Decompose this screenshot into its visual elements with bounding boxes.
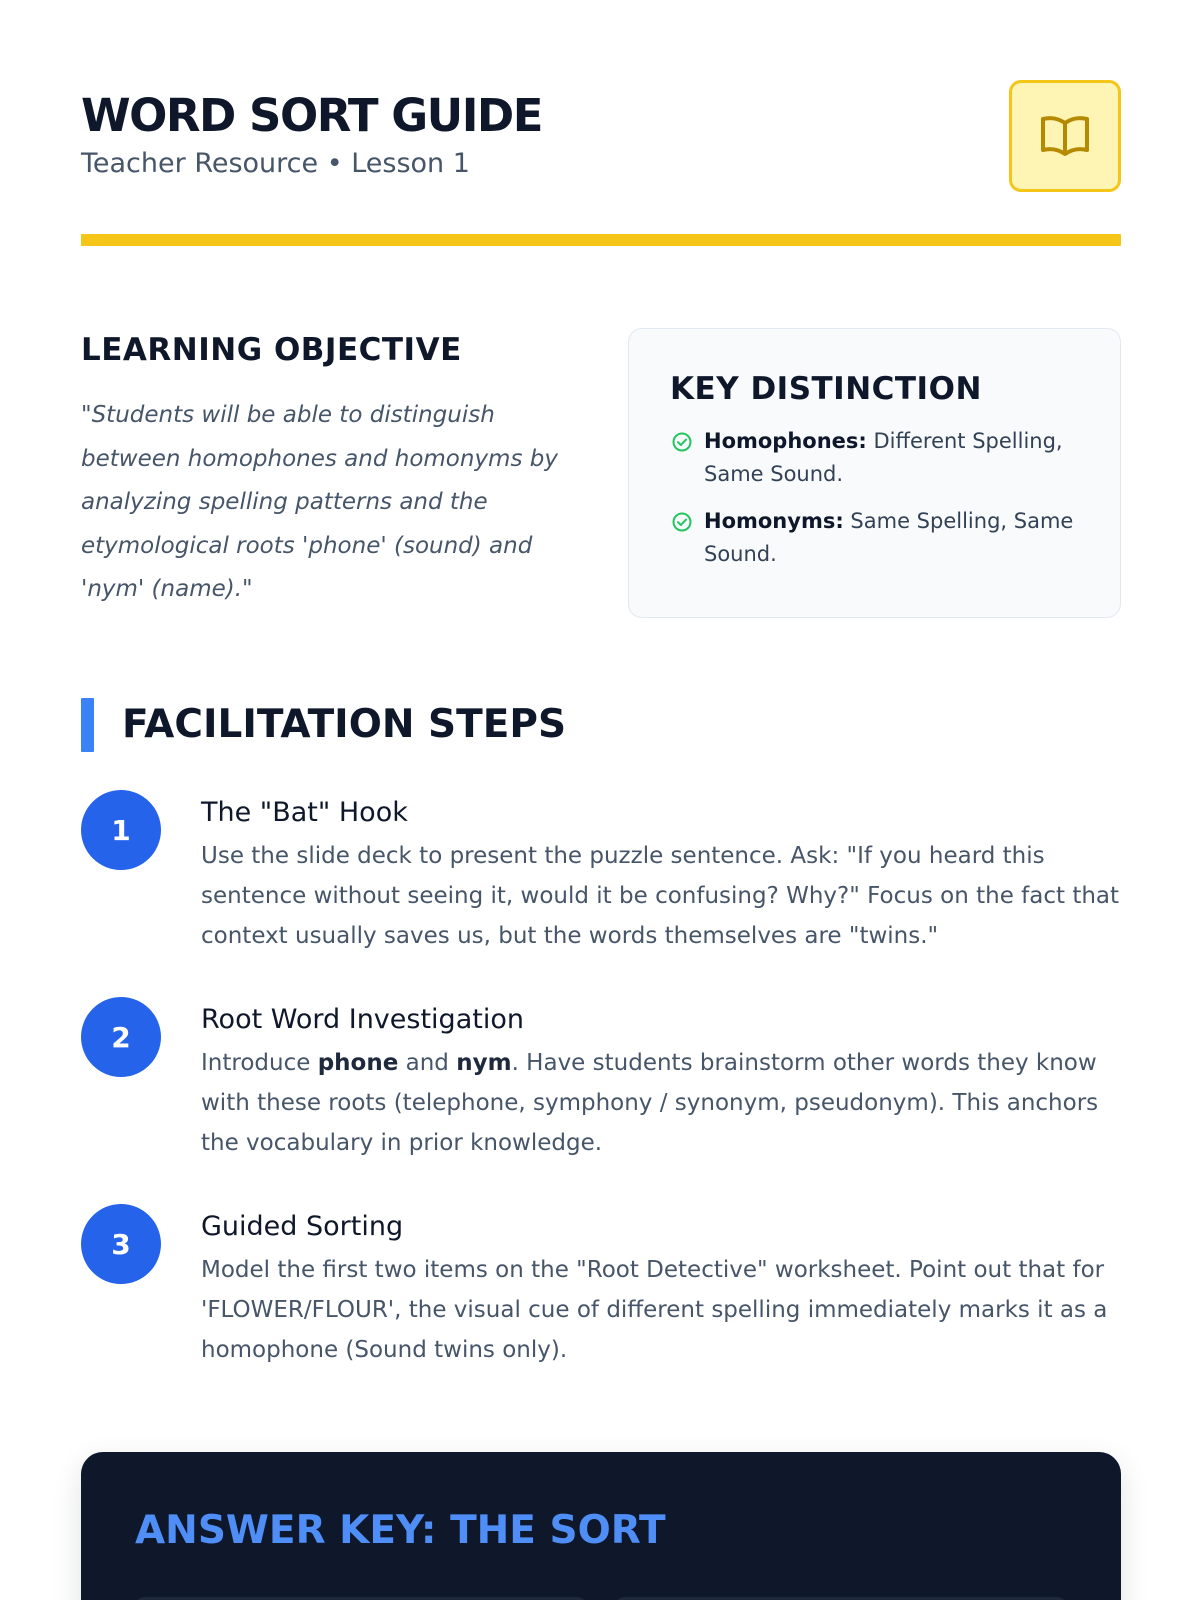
key-term: Homophones: bbox=[704, 429, 867, 453]
answer-key-card bbox=[81, 1452, 1121, 1600]
root-term-phone: phone bbox=[317, 1050, 399, 1076]
step-title: The "Bat" Hook bbox=[201, 797, 408, 828]
key-term: Homonyms: bbox=[704, 509, 844, 533]
step-body bbox=[201, 790, 1121, 956]
header-divider bbox=[81, 234, 1121, 246]
step-text-rest: . Have students brainstorm other words they know with these roots (telephone, symphony / synonym, pseudonym). This anchors the vocabulary in prior knowledge. bbox=[201, 1050, 1099, 1156]
step-number-badge: 1 bbox=[81, 790, 161, 870]
facilitation-heading-block bbox=[81, 698, 566, 752]
list-item bbox=[670, 505, 1084, 571]
page-title: WORD SORT GUIDE bbox=[81, 89, 543, 142]
key-item-text bbox=[704, 425, 1084, 491]
step-text: Use the slide deck to present the puzzle sentence. Ask: "If you heard this sentence without seeing it, would it be confusing? Why?" Focus on the fact that context usually saves us, but the words themselves are "twins." bbox=[201, 843, 1120, 949]
learning-objective-section bbox=[81, 330, 561, 612]
key-item-text bbox=[704, 505, 1084, 571]
key-distinction-heading: KEY DISTINCTION bbox=[670, 371, 982, 407]
open-book-icon bbox=[1039, 112, 1091, 160]
objective-text: "Students will be able to distinguish between homophones and homonyms by analyzing spelling patterns and the etymological roots 'phone' (sound) and 'nym' (name)." bbox=[81, 402, 558, 602]
page-subtitle: Teacher Resource • Lesson 1 bbox=[81, 148, 470, 179]
heading-accent-bar bbox=[81, 698, 94, 752]
key-distinction-card bbox=[628, 328, 1121, 618]
step-title: Guided Sorting bbox=[201, 1211, 404, 1242]
step-body bbox=[201, 997, 1121, 1163]
key-definition: Same Spelling, Same Sound. bbox=[704, 509, 1074, 566]
objective-heading: LEARNING OBJECTIVE bbox=[81, 332, 462, 368]
step-title: Root Word Investigation bbox=[201, 1004, 524, 1035]
key-distinction-list bbox=[670, 425, 1084, 571]
step-text: Model the first two items on the "Root Detective" worksheet. Point out that for 'FLOWER/FLOUR', the visual cue of different spelling immediately marks it as a homophone (Sound twins only). bbox=[201, 1257, 1108, 1363]
answer-key-heading: ANSWER KEY: THE SORT bbox=[135, 1508, 666, 1553]
facilitation-heading: FACILITATION STEPS bbox=[122, 702, 567, 747]
step-text-intro: Introduce bbox=[201, 1050, 318, 1076]
list-item bbox=[670, 425, 1084, 491]
step-number-badge: 3 bbox=[81, 1204, 161, 1284]
book-badge bbox=[1009, 80, 1121, 192]
page-header bbox=[81, 80, 1121, 210]
step-text bbox=[201, 1043, 1121, 1163]
key-definition: Different Spelling, Same Sound. bbox=[704, 429, 1063, 486]
step-body bbox=[201, 1204, 1121, 1370]
step-number-badge: 2 bbox=[81, 997, 161, 1077]
check-circle-icon bbox=[670, 511, 694, 533]
step-text-and: and bbox=[398, 1050, 457, 1076]
root-term-nym: nym bbox=[456, 1050, 512, 1076]
check-circle-icon bbox=[670, 431, 694, 453]
